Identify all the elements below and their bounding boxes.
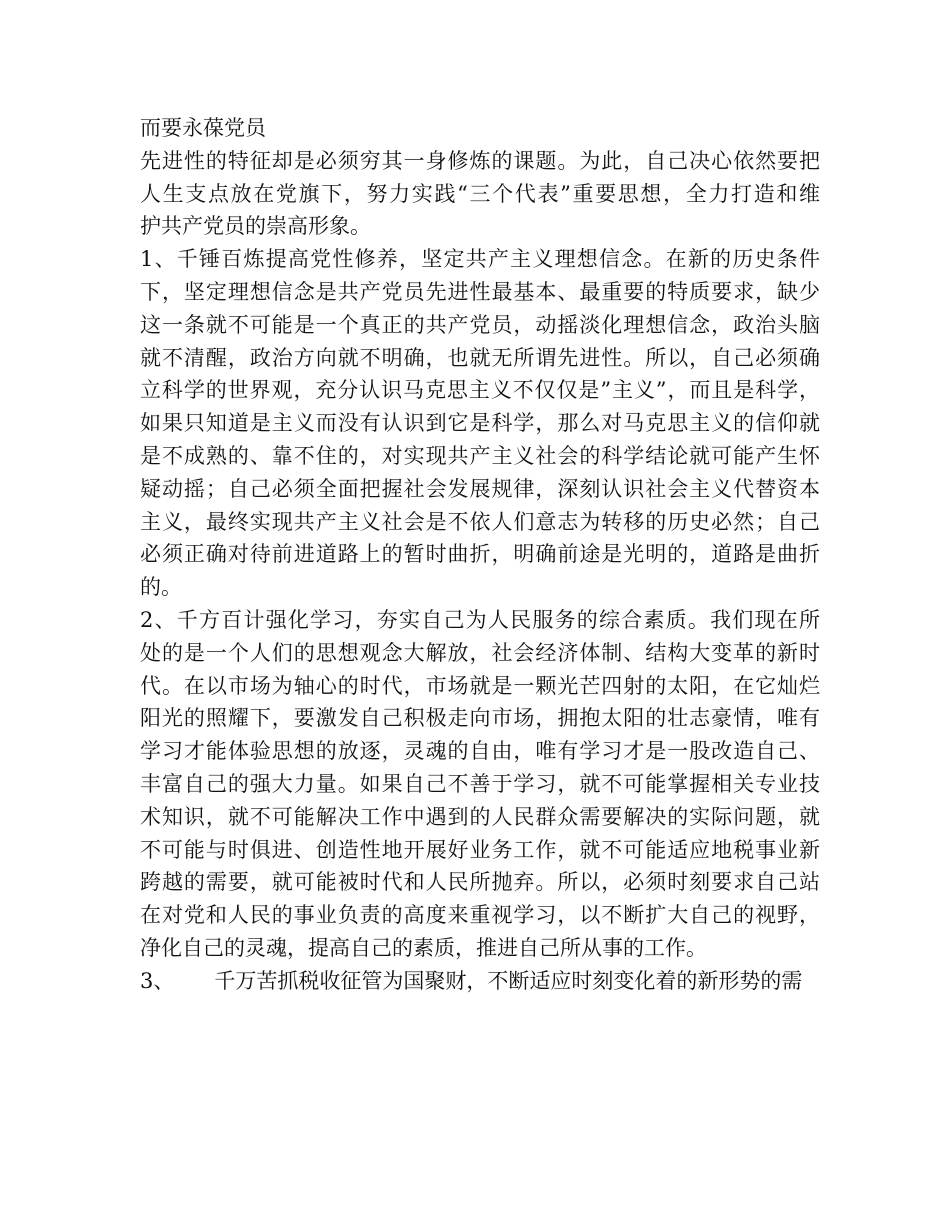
text-line: 就不清醒，政治方向就不明确，也就无所谓先进性。所以，自己必须确 bbox=[140, 345, 820, 370]
text-line: 3、 千万苦抓税收征管为国聚财，不断适应时刻变化着的新形势的需 bbox=[140, 968, 803, 993]
text-line: 代。在以市场为轴心的时代，市场就是一颗光芒四射的太阳，在它灿烂 bbox=[140, 673, 820, 698]
text-line: 先进性的特征却是必须穷其一身修炼的课题。为此，自己决心依然要把 bbox=[140, 148, 820, 173]
text-line: 疑动摇；自己必须全面把握社会发展规律，深刻认识社会主义代替资本 bbox=[140, 476, 820, 501]
text-line: 在对党和人民的事业负责的高度来重视学习，以不断扩大自己的视野， bbox=[140, 903, 820, 928]
text-line: 处的是一个人们的思想观念大解放，社会经济体制、结构大变革的新时 bbox=[140, 640, 820, 665]
text-line: 立科学的世界观，充分认识马克思主义不仅仅是”主义”，而且是科学， bbox=[140, 378, 820, 403]
text-line: 主义，最终实现共产主义社会是不依人们意志为转移的历史必然；自己 bbox=[140, 509, 820, 534]
text-line: 1、千锤百炼提高党性修养，坚定共产主义理想信念。在新的历史条件 bbox=[140, 247, 820, 272]
document-body bbox=[140, 112, 820, 998]
text-line: 跨越的需要，就可能被时代和人民所抛弃。所以，必须时刻要求自己站 bbox=[140, 870, 820, 895]
text-line: 的。 bbox=[140, 575, 182, 600]
text-line: 这一条就不可能是一个真正的共产党员，动摇淡化理想信念，政治头脑 bbox=[140, 312, 820, 337]
text-line: 必须正确对待前进道路上的暂时曲折，明确前途是光明的，道路是曲折 bbox=[140, 542, 820, 567]
text-line: 丰富自己的强大力量。如果自己不善于学习，就不可能掌握相关专业技 bbox=[140, 771, 820, 796]
text-line: 阳光的照耀下，要激发自己积极走向市场，拥抱太阳的壮志豪情，唯有 bbox=[140, 706, 820, 731]
text-line: 护共产党员的崇高形象。 bbox=[140, 214, 371, 239]
text-line: 净化自己的灵魂，提高自己的素质，推进自己所从事的工作。 bbox=[140, 935, 707, 960]
text-line: 是不成熟的、靠不住的，对实现共产主义社会的科学结论就可能产生怀 bbox=[140, 443, 820, 468]
text-line: 如果只知道是主义而没有认识到它是科学，那么对马克思主义的信仰就 bbox=[140, 411, 820, 436]
text-line: 而要永葆党员 bbox=[140, 116, 266, 140]
text-line: 人生支点放在党旗下，努力实践“三个代表”重要思想，全力打造和维 bbox=[140, 181, 820, 206]
text-line: 2、千方百计强化学习，夯实自己为人民服务的综合素质。我们现在所 bbox=[140, 607, 820, 632]
text-line: 学习才能体验思想的放逐，灵魂的自由，唯有学习才是一股改造自己、 bbox=[140, 739, 820, 764]
text-line: 术知识，就不可能解决工作中遇到的人民群众需要解决的实际问题，就 bbox=[140, 804, 820, 829]
text-line: 下，坚定理想信念是共产党员先进性最基本、最重要的特质要求，缺少 bbox=[140, 279, 820, 304]
text-line: 不可能与时俱进、创造性地开展好业务工作，就不可能适应地税事业新 bbox=[140, 837, 820, 862]
